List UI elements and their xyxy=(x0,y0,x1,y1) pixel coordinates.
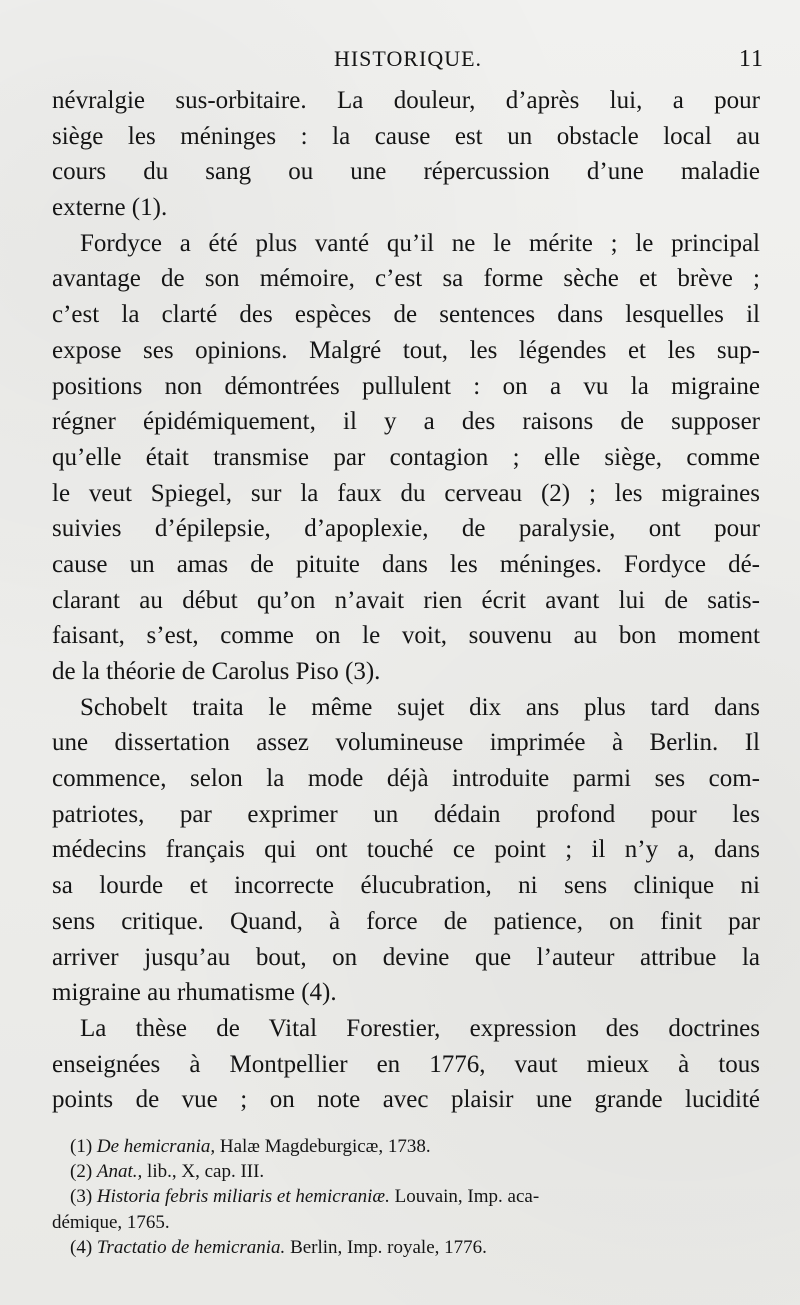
text-line: qu’elle était transmise par contagion ; elle siège, comme xyxy=(52,443,760,471)
text-line: clarant au début qu’on n’avait rien écrit avant lui de satis- xyxy=(52,586,760,614)
text-line: une dissertation assez volumineuse imprimée à Berlin. Il xyxy=(52,729,760,757)
footnote-number: (1) xyxy=(70,1136,93,1157)
text-line: de la théorie de Carolus Piso (3). xyxy=(52,658,381,685)
text-line: cours du sang ou une répercussion d’une maladie xyxy=(52,158,760,186)
footnote-number: (2) xyxy=(70,1161,93,1183)
footnote-3-continuation: démique, 1765. xyxy=(52,1211,170,1233)
footnote-title: Historia febris miliaris et hemicraniæ. xyxy=(96,1186,390,1208)
footnote-1 xyxy=(52,1134,760,1159)
text-line: c’est la clarté des espèces de sentences dans lesquelles il xyxy=(52,301,760,329)
text-line: le veut Spiegel, sur la faux du cerveau (2) ; les migraines xyxy=(52,479,760,507)
footnote-number: (4) xyxy=(70,1236,93,1258)
main-text xyxy=(52,83,760,1118)
footnote-title: De hemicrania, xyxy=(96,1136,216,1157)
text-line: patriotes, par exprimer un dédain profond pour les xyxy=(52,800,760,828)
footnote-title: Anat., xyxy=(96,1161,143,1183)
footnote-details: Halæ Magdeburgicæ, 1738. xyxy=(219,1136,431,1157)
text-line: siège les méninges : la cause est un obstacle local au xyxy=(52,122,760,150)
text-line: migraine au rhumatisme (4). xyxy=(52,979,337,1007)
text-line: suivies d’épilepsie, d’apoplexie, de paralysie, ont pour xyxy=(52,515,760,543)
footnote-details: Berlin, Imp. royale, 1776. xyxy=(290,1236,487,1258)
footnote-number: (3) xyxy=(70,1186,93,1208)
text-line: sa lourde et incorrecte élucubration, ni sens clinique ni xyxy=(52,872,760,900)
text-line: sens critique. Quand, à force de patience, on finit par xyxy=(52,907,760,935)
text-line: avantage de son mémoire, c’est sa forme sèche et brève ; xyxy=(52,265,760,293)
footnote-title: Tractatio de hemicrania. xyxy=(96,1236,286,1258)
text-line: régner épidémiquement, il y a des raisons de supposer xyxy=(52,408,760,436)
text-line: expose ses opinions. Malgré tout, les légendes et les sup- xyxy=(52,336,760,364)
footnote-details: lib., X, cap. III. xyxy=(147,1161,265,1183)
text-line: névralgie sus-orbitaire. La douleur, d’après lui, a pour xyxy=(52,87,760,114)
footnote-2 xyxy=(52,1159,760,1184)
text-line: points de vue ; on note avec plaisir une grande lucidité xyxy=(52,1086,760,1114)
page-number: 11 xyxy=(738,46,764,72)
footnotes xyxy=(52,1134,760,1260)
text-line: enseignées à Montpellier en 1776, vaut mieux à tous xyxy=(52,1050,760,1078)
text-line: positions non démontrées pullulent : on a vu la migraine xyxy=(52,372,760,400)
running-title: HISTORIQUE. xyxy=(333,46,483,71)
text-line: faisant, s’est, comme on le voit, souvenu au bon moment xyxy=(52,622,760,650)
text-line: commence, selon la mode déjà introduite parmi ses com- xyxy=(52,765,760,793)
paragraph-first-line: Fordyce a été plus vanté qu’il ne le mérite ; le principal xyxy=(80,229,760,257)
paragraph-first-line: Schobelt traita le même sujet dix ans plus tard dans xyxy=(80,693,760,721)
footnote-4 xyxy=(52,1235,760,1260)
text-line: arriver jusqu’au bout, on devine que l’auteur attribue la xyxy=(52,943,760,971)
paragraph-first-line: La thèse de Vital Forestier, expression des doctrines xyxy=(80,1014,760,1042)
text-line: externe (1). xyxy=(52,194,168,222)
page-header xyxy=(52,46,764,76)
text-line: médecins français qui ont touché ce point ; il n’y a, dans xyxy=(52,836,760,864)
footnote-3 xyxy=(52,1184,760,1209)
text-line: cause un amas de pituite dans les méninges. Fordyce dé- xyxy=(52,550,760,578)
footnote-details: Louvain, Imp. aca- xyxy=(394,1186,540,1208)
